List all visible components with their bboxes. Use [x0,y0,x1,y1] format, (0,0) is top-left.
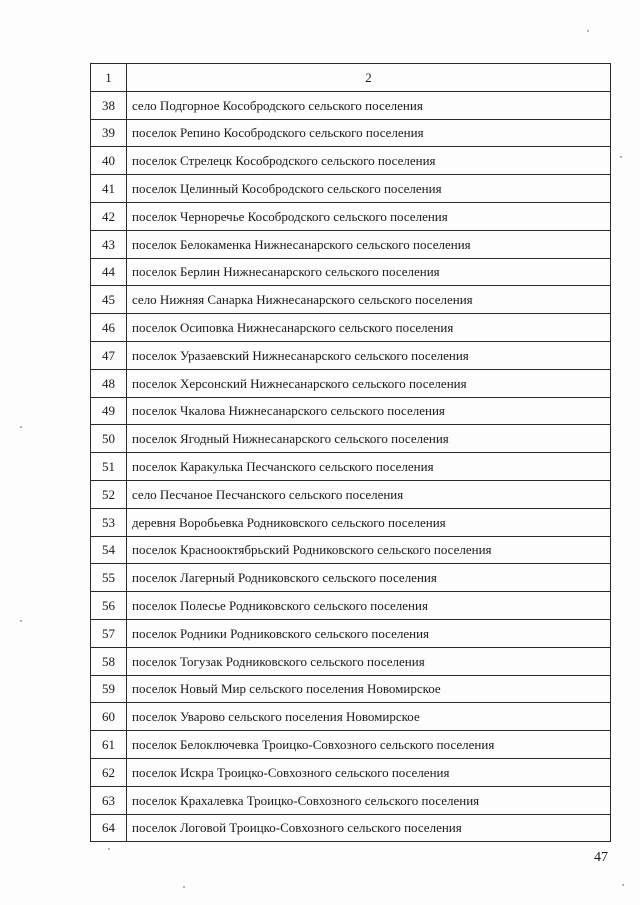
settlement-name-cell: поселок Родники Родниковского сельского поселения [127,619,611,647]
table-row [91,147,611,175]
table-row [91,647,611,675]
settlement-name-cell: поселок Тогузак Родниковского сельского поселения [127,647,611,675]
settlement-name-cell: поселок Репино Кособродского сельского поселения [127,119,611,147]
header-cell-name: 2 [127,64,611,92]
table-row [91,703,611,731]
table-row [91,369,611,397]
settlement-name-cell: село Подгорное Кособродского сельского поселения [127,91,611,119]
row-number-cell: 45 [91,286,127,314]
settlement-name-cell: село Нижняя Санарка Нижнесанарского сельского поселения [127,286,611,314]
scan-speck [108,848,110,850]
settlement-name-cell: поселок Белокаменка Нижнесанарского сельского поселения [127,230,611,258]
row-number-cell: 51 [91,453,127,481]
table-row [91,258,611,286]
table-row [91,592,611,620]
settlement-name-cell: деревня Воробьевка Родниковского сельского поселения [127,508,611,536]
page-number: 47 [594,850,608,865]
row-number-cell: 50 [91,425,127,453]
settlement-name-cell: поселок Уразаевский Нижнесанарского сельского поселения [127,341,611,369]
row-number-cell: 42 [91,202,127,230]
table-row [91,91,611,119]
settlement-name-cell: поселок Логовой Троицко-Совхозного сельского поселения [127,814,611,842]
table-row [91,397,611,425]
table-row [91,341,611,369]
table-row [91,814,611,842]
row-number-cell: 58 [91,647,127,675]
scan-speck [20,426,22,428]
settlement-name-cell: поселок Берлин Нижнесанарского сельского поселения [127,258,611,286]
settlement-name-cell: поселок Новый Мир сельского поселения Новомирское [127,675,611,703]
row-number-cell: 63 [91,786,127,814]
table-row [91,230,611,258]
settlement-name-cell: поселок Искра Троицко-Совхозного сельского поселения [127,758,611,786]
table-row [91,314,611,342]
row-number-cell: 64 [91,814,127,842]
row-number-cell: 54 [91,536,127,564]
table-row [91,675,611,703]
row-number-cell: 55 [91,564,127,592]
row-number-cell: 43 [91,230,127,258]
table-row [91,564,611,592]
row-number-cell: 46 [91,314,127,342]
table-row [91,480,611,508]
table-header-row [91,64,611,92]
table-row [91,425,611,453]
settlement-name-cell: поселок Краснооктябрьский Родниковского сельского поселения [127,536,611,564]
settlements-table [90,63,611,842]
row-number-cell: 39 [91,119,127,147]
settlement-name-cell: поселок Осиповка Нижнесанарского сельского поселения [127,314,611,342]
settlement-name-cell: село Песчаное Песчанского сельского поселения [127,480,611,508]
row-number-cell: 59 [91,675,127,703]
row-number-cell: 38 [91,91,127,119]
table-row [91,619,611,647]
scan-speck [620,156,622,158]
row-number-cell: 56 [91,592,127,620]
table-row [91,536,611,564]
settlement-name-cell: поселок Лагерный Родниковского сельского поселения [127,564,611,592]
settlement-name-cell: поселок Черноречье Кособродского сельского поселения [127,202,611,230]
settlement-name-cell: поселок Полесье Родниковского сельского поселения [127,592,611,620]
settlement-name-cell: поселок Целинный Кособродского сельского поселения [127,175,611,203]
table-row [91,286,611,314]
table-row [91,202,611,230]
row-number-cell: 61 [91,731,127,759]
table-row [91,758,611,786]
row-number-cell: 57 [91,619,127,647]
row-number-cell: 49 [91,397,127,425]
row-number-cell: 47 [91,341,127,369]
row-number-cell: 40 [91,147,127,175]
scan-speck [587,30,589,32]
table-row [91,508,611,536]
header-cell-number: 1 [91,64,127,92]
table-row [91,453,611,481]
scan-speck [622,884,624,886]
row-number-cell: 60 [91,703,127,731]
row-number-cell: 52 [91,480,127,508]
table-row [91,119,611,147]
settlements-table-body [91,64,611,842]
scan-speck [183,886,185,888]
settlement-name-cell: поселок Ягодный Нижнесанарского сельского поселения [127,425,611,453]
table-row [91,731,611,759]
row-number-cell: 41 [91,175,127,203]
settlement-name-cell: поселок Крахалевка Троицко-Совхозного сельского поселения [127,786,611,814]
settlement-name-cell: поселок Белоключевка Троицко-Совхозного сельского поселения [127,731,611,759]
row-number-cell: 48 [91,369,127,397]
settlement-name-cell: поселок Херсонский Нижнесанарского сельского поселения [127,369,611,397]
settlement-name-cell: поселок Стрелецк Кособродского сельского поселения [127,147,611,175]
row-number-cell: 44 [91,258,127,286]
row-number-cell: 53 [91,508,127,536]
row-number-cell: 62 [91,758,127,786]
table-row [91,175,611,203]
settlement-name-cell: поселок Уварово сельского поселения Новомирское [127,703,611,731]
settlement-name-cell: поселок Чкалова Нижнесанарского сельского поселения [127,397,611,425]
table-row [91,786,611,814]
settlement-name-cell: поселок Каракулька Песчанского сельского поселения [127,453,611,481]
scan-speck [20,620,22,622]
